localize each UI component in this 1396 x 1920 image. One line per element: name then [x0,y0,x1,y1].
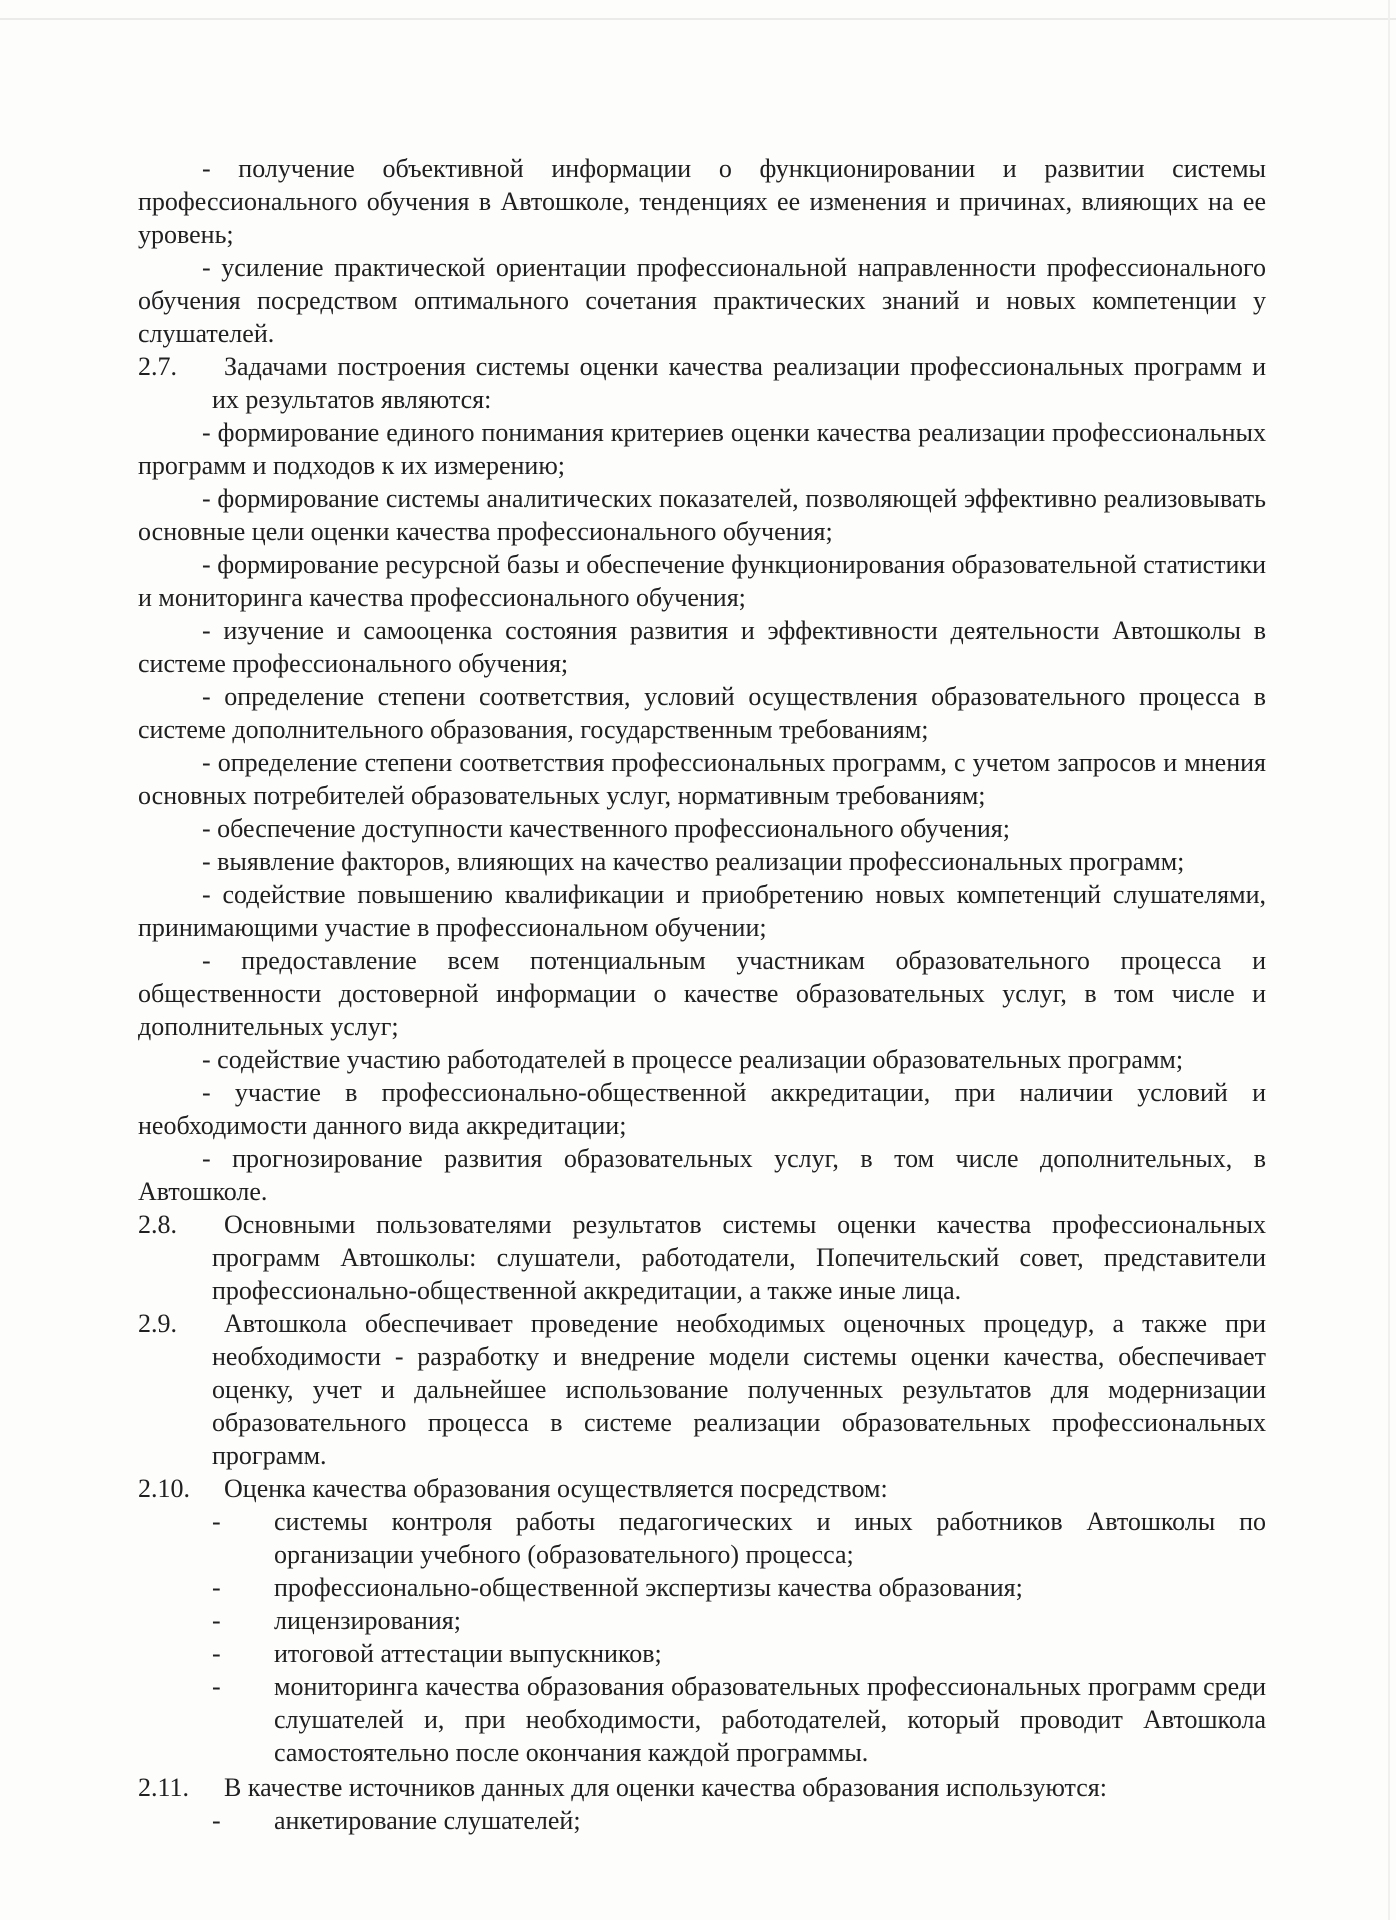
section-number: 2.8. [138,1210,177,1239]
section-number: 2.10. [138,1474,190,1503]
assessment-text: системы контроля работы педагогических и иных работников Автошколы по организации учебного (образовательного) процесса; [274,1507,1266,1569]
section-text: Основными пользователями результатов системы оценки качества профессиональных программ Автошколы: слушатели, работодатели, Попечительский совет, представители профессионально-общественной аккредитации, а также иные лица. [212,1210,1266,1305]
task-item: - формирование ресурсной базы и обеспечение функционирования образовательной статистики и мониторинга качества профессионального обучения; [138,550,1266,612]
task-item: - содействие участию работодателей в процессе реализации образовательных программ; [202,1045,1184,1074]
assessment-text: лицензирования; [274,1606,461,1635]
section-text: Оценка качества образования осуществляется посредством: [224,1474,888,1503]
section-number: 2.11. [138,1773,190,1802]
section-2-7 [138,350,1266,416]
assessment-item [138,1571,1266,1604]
task-item: - формирование системы аналитических показателей, позволяющей эффективно реализовывать основные цели оценки качества профессионального обучения; [138,484,1266,546]
assessment-item [138,1637,1266,1670]
section-2-8 [138,1208,1266,1307]
dash-marker: - [212,1639,221,1668]
task-item: - прогнозирование развития образовательных услуг, в том числе дополнительных, в Автошколе. [138,1144,1266,1206]
intro-paragraph: - усиление практической ориентации профессиональной направленности профессионального обучения посредством оптимального сочетания практических знаний и новых компетенции у слушателей. [138,253,1266,348]
task-item: - предоставление всем потенциальным участникам образовательного процесса и общественности достоверной информации о качестве образовательных услуг, в том числе и дополнительных услуг; [138,946,1266,1041]
task-item: - формирование единого понимания критериев оценки качества реализации профессиональных программ и подходов к их измерению; [138,418,1266,480]
dash-marker: - [212,1672,221,1701]
dash-marker: - [212,1806,221,1835]
assessment-item [138,1670,1266,1769]
section-2-9 [138,1307,1266,1472]
section-text: Автошкола обеспечивает проведение необходимых оценочных процедур, а также при необходимости - разработку и внедрение модели системы оценки качества, обеспечивает оценку, учет и дальнейшее использование полученных результатов для модернизации образовательного процесса в системе реализации образовательных профессиональных программ. [212,1309,1266,1470]
task-item: - обеспечение доступности качественного профессионального обучения; [202,814,1010,843]
section-2-11 [138,1771,1266,1804]
assessment-text: профессионально-общественной экспертизы качества образования; [274,1573,1023,1602]
intro-paragraph: - получение объективной информации о функционировании и развитии системы профессионального обучения в Автошколе, тенденциях ее изменения и причинах, влияющих на ее уровень; [138,154,1266,249]
task-item: - изучение и самооценка состояния развития и эффективности деятельности Автошколы в системе профессионального обучения; [138,616,1266,678]
dash-marker: - [212,1573,221,1602]
assessment-item [138,1604,1266,1637]
task-item: - определение степени соответствия, условий осуществления образовательного процесса в системе дополнительного образования, государственным требованиям; [138,682,1266,744]
section-text: Задачами построения системы оценки качества реализации профессиональных программ и их результатов являются: [212,352,1266,414]
section-2-10 [138,1472,1266,1505]
task-item: - участие в профессионально-общественной аккредитации, при наличии условий и необходимости данного вида аккредитации; [138,1078,1266,1140]
dash-marker: - [212,1606,221,1635]
task-item: - содействие повышению квалификации и приобретению новых компетенций слушателями, принимающими участие в профессиональном обучении; [138,880,1266,942]
task-item: - выявление факторов, влияющих на качество реализации профессиональных программ; [202,847,1185,876]
assessment-text: мониторинга качества образования образовательных профессиональных программ среди слушателей и, при необходимости, работодателей, который проводит Автошкола самостоятельно после окончания каждой программы. [274,1672,1266,1767]
section-number: 2.9. [138,1309,177,1338]
source-item [138,1804,1266,1837]
section-number: 2.7. [138,352,177,381]
source-text: анкетирование слушателей; [274,1806,581,1835]
task-item: - определение степени соответствия профессиональных программ, с учетом запросов и мнения основных потребителей образовательных услуг, нормативным требованиям; [138,748,1266,810]
section-text: В качестве источников данных для оценки качества образования используются: [224,1773,1107,1802]
dash-marker: - [212,1507,221,1536]
assessment-item [138,1505,1266,1571]
assessment-text: итоговой аттестации выпускников; [274,1639,662,1668]
